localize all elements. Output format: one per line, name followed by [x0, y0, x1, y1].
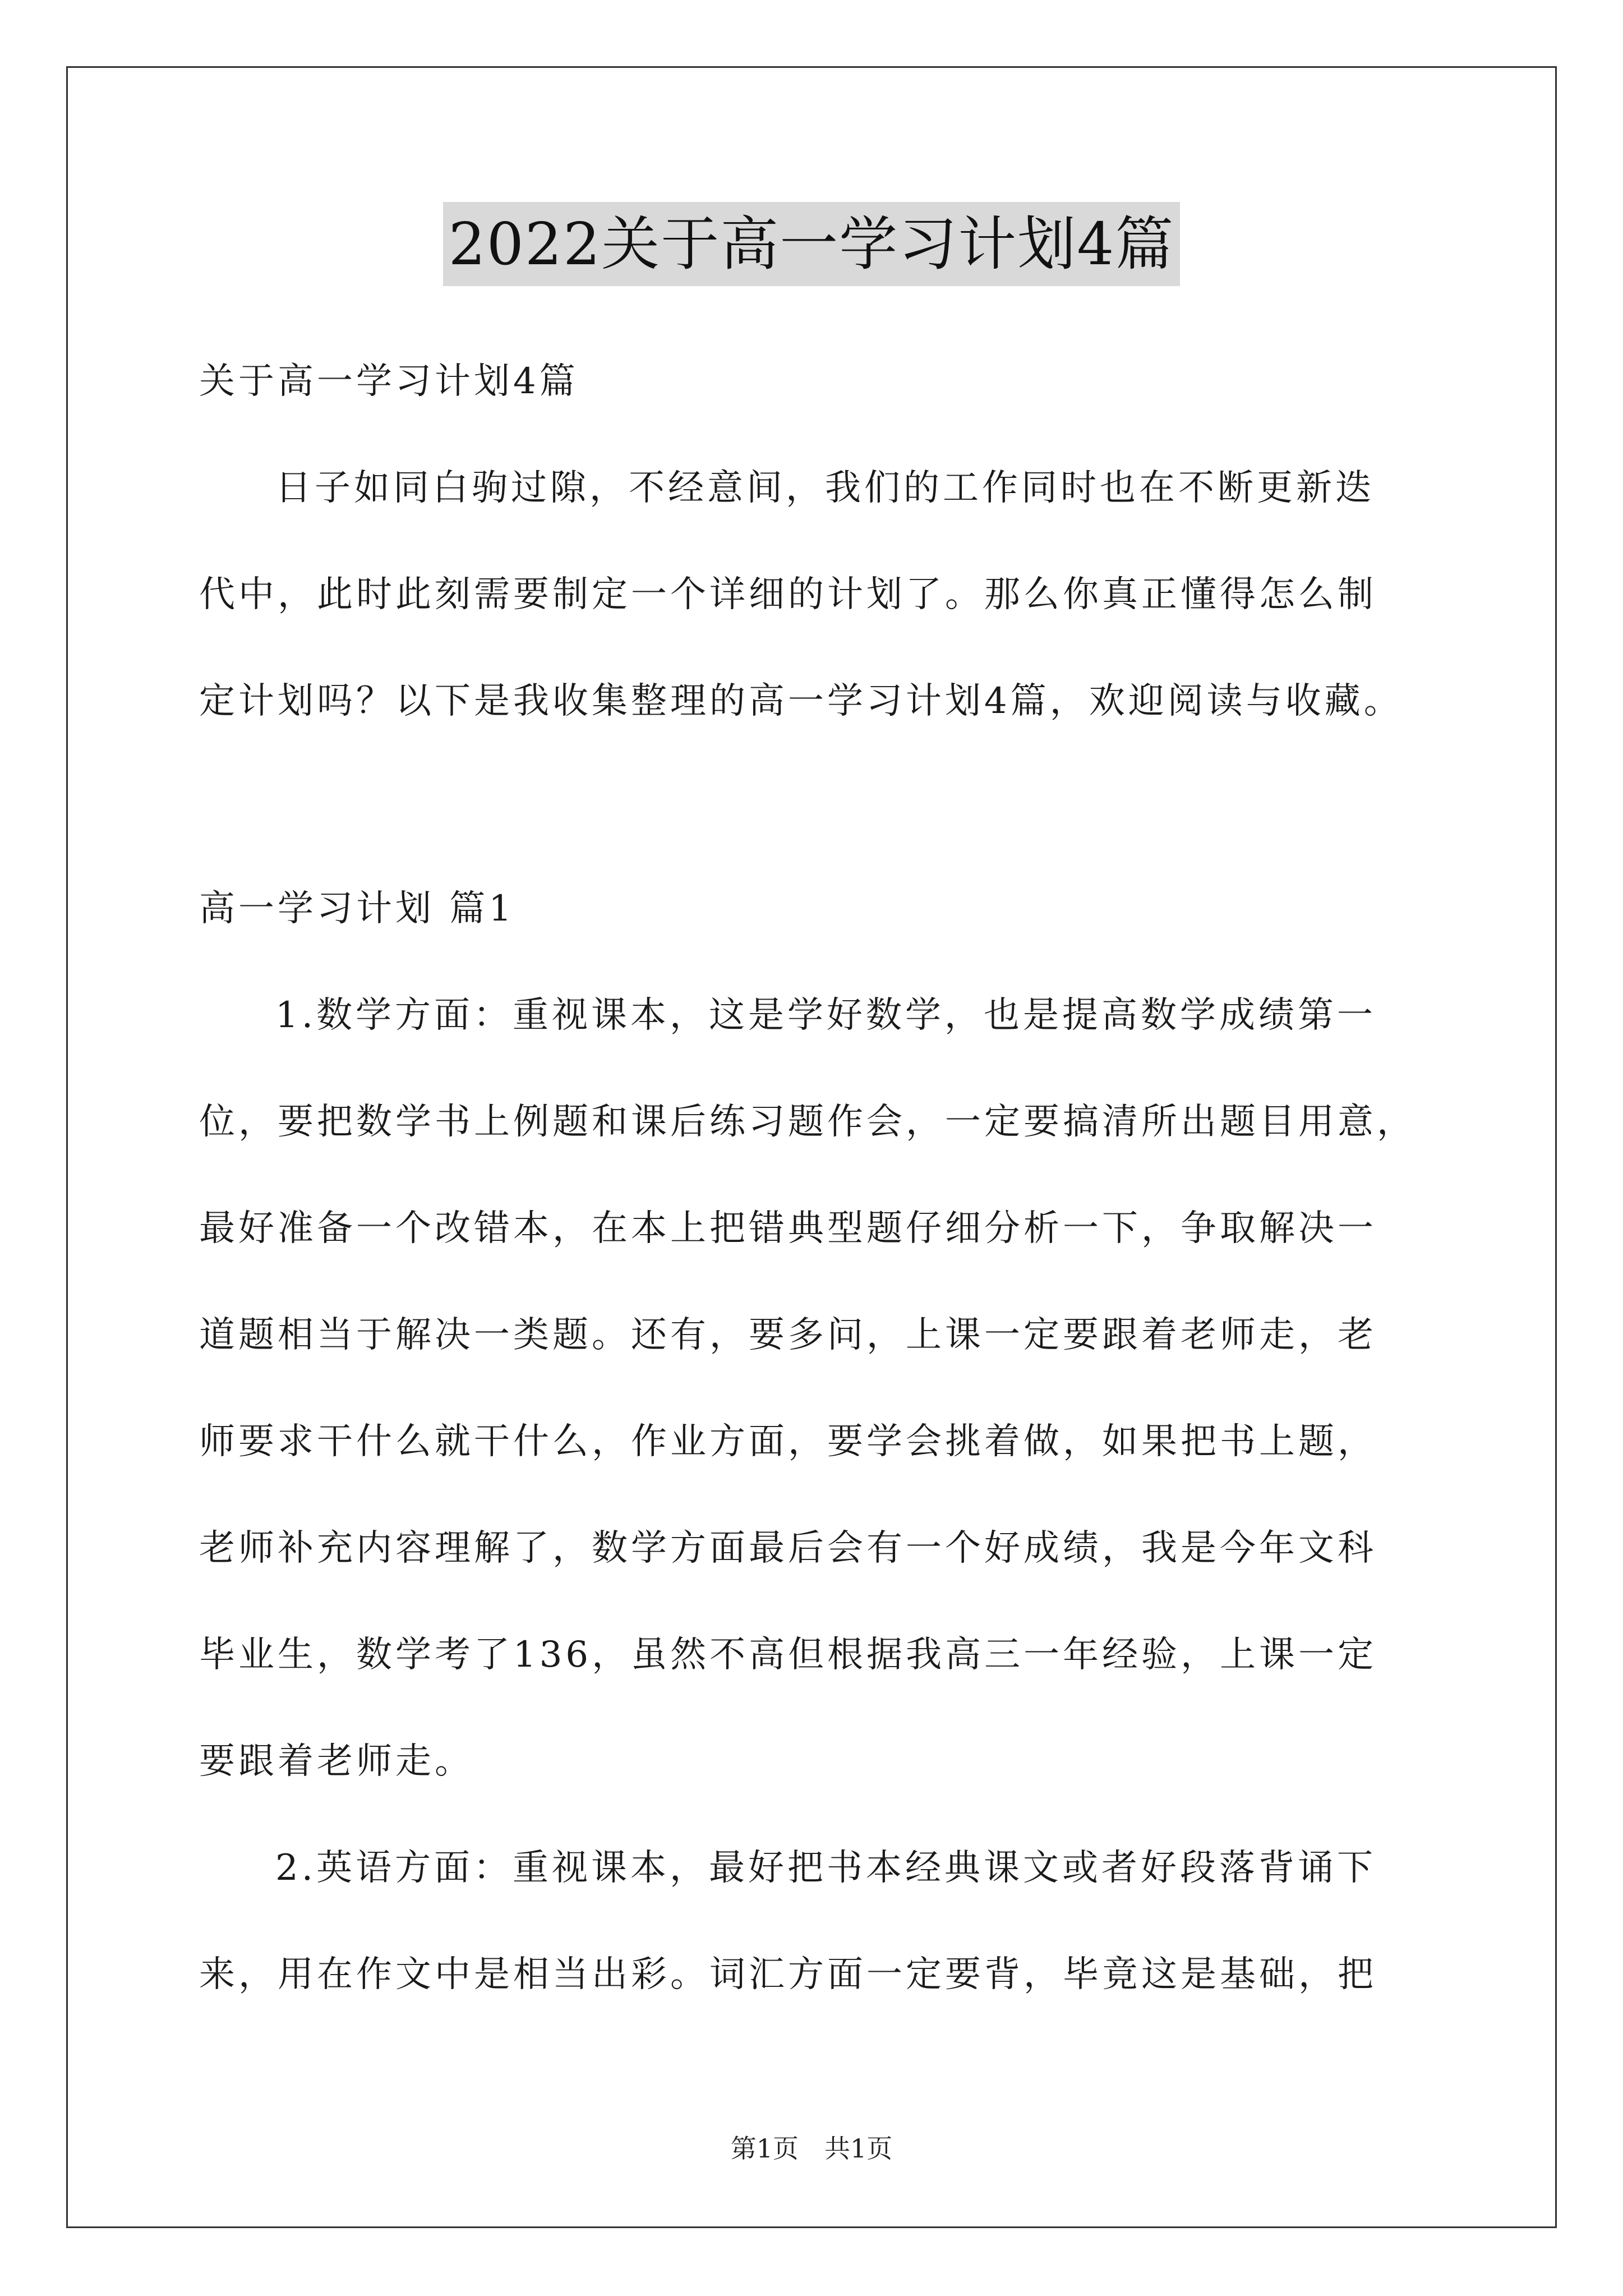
- section-heading: 高一学习计划 篇1: [199, 888, 515, 930]
- paragraph-line: 师要求干什么就干什么，作业方面，要学会挑着做，如果把书上题，: [199, 1421, 1377, 1462]
- paragraph-line: 最好准备一个改错本，在本上把错典型题仔细分析一下，争取解决一: [199, 1208, 1377, 1249]
- intro-line: 代中，此时此刻需要制定一个详细的计划了。那么你真正懂得怎么制: [199, 574, 1377, 615]
- paragraph-line: 老师补充内容理解了，数学方面最后会有一个好成绩，我是今年文科: [199, 1527, 1377, 1569]
- intro-line: 定计划吗？以下是我收集整理的高一学习计划4篇，欢迎阅读与收藏。: [199, 680, 1403, 722]
- document-title: 2022关于高一学习计划4篇: [443, 202, 1181, 286]
- paragraph-line: 毕业生，数学考了136，虽然不高但根据我高三一年经验，上课一定: [199, 1634, 1377, 1676]
- intro-line: 日子如同白驹过隙，不经意间，我们的工作同时也在不断更新迭: [275, 467, 1375, 509]
- page-number: 第1页 共1页: [730, 2133, 893, 2164]
- paragraph-line: 来，用在作文中是相当出彩。词汇方面一定要背，毕竟这是基础，把: [199, 1954, 1377, 1995]
- paragraph-line: 要跟着老师走。: [199, 1741, 474, 1782]
- paragraph-line: 2.英语方面：重视课本，最好把书本经典课文或者好段落背诵下: [275, 1847, 1377, 1889]
- paragraph-line: 1.数学方面：重视课本，这是学好数学，也是提高数学成绩第一: [275, 995, 1377, 1036]
- paragraph-line: 道题相当于解决一类题。还有，要多问，上课一定要跟着老师走，老: [199, 1314, 1377, 1356]
- paragraph-line: 位，要把数学书上例题和课后练习题作会，一定要搞清所出题目用意，: [199, 1101, 1416, 1143]
- document-subtitle: 关于高一学习计划4篇: [199, 361, 579, 402]
- title-area: [0, 202, 1623, 286]
